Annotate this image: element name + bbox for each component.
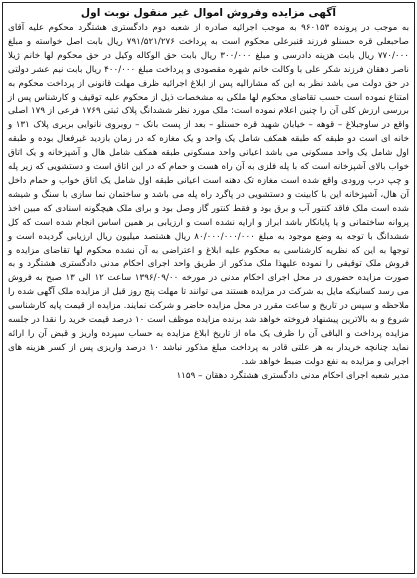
notice-body: به موجب در پرونده ۹۶۰۱۵۳ به موجب اجرائیه صادره از شعبه دوم دادگستری هشتگرد محکوم علیه آقای صاحبعلی قره حسنلو فرزند قنبرعلی محکوم است به پرداخت ۷۹۱/۵۲۱/۲۷۶ ریال بابت اصل خواسته و مبلغ ۷۷۰/۰۰۰ ریال بابت هزینه دادرسی و مبلغ ۳۰۰/۰۰۰ ریال بابت حق الوکاله وکیل در حق محکوم لها خانم ژیلا ناصر دهقان فرزند شکر علی با وکالت خانم شهره مقصودی و پرداخت مبلغ ۴۰۰/۰۰۰ ریال بابت نیم عشر دولتی در حق دولت می باشد نظر به این که مشارالیه پس از ابلاغ اجرائیه ظرف مهلت قانونی از پرداخت محکوم به امتناع نموده است حسب تقاضای محکوم لها ملکی به مشخصات ذیل از محکوم علیه توقیف و کارشناس پس از بررسی ارزش کلی آن را چنین اعلام نموده است: ملک مورد نظر ششدانگ پلاک ثبتی ۱۷۶۹ فرعی از ۱۷۹ اصلی واقع در ساوجبلاغ – قوهه – خیابان شهید قره حسنلو – بعد از پست بانک – روبروی نانوایی بربری پلاک ۱۳۱ و خانه ای است دو طبقه که طبقه همکف شامل یک واحد و یک مغازه که در زمان بازدید غیرفعال بوده و طبقه اول شامل یک واحد مسکونی می باشد اعیانی واحد مسکونی طبقه همکف شامل هال و آشپزخانه و یک اتاق خواب بالای آشپزخانه است که با پله فلزی به آن راه هست و حمام که در این اتاق است و دستشویی که زیر پله و چپ درب ورودی واقع شده است مغازه تک دهنه است اعیانی طبقه اول شامل یک اتاق خواب و حمام داخل آن هال، آشپزخانه این با کابینت و دستشویی در پاگرد راه پله می باشد و ساختمان نما سازی با سنگ و شیشه شده است ملک فاقد کنتور آب و برق بود و فقط کنتور گاز وصل بود و برای ملک هیچگونه اسنادی که مبین اخذ پروانه ساختمانی و یا پایانکار باشد ابراز و ارایه نشده است و ارزیابی بر همین اساس انجام شده است که کل ششدانگ با توجه به وضع موجود به مبلغ ۸۰/۰۰۰/۰۰۰/۰۰۰ ریال هشتصد میلیون ریال ارزیابی گردیده است و توجها به این که نظریه کارشناسی به محکوم علیه ابلاغ و اعتراضی به آن نشده محکوم لها تقاضای مزایده و فروش ملک توقیفی را نموده علیهذا ملک مذکور از طریق واحد اجرای احکام مدنی دادگستری هشتگرد و به صورت مزایده حضوری در محل اجرای احکام مدنی در مورخه ۱۳۹۶/۰۹/۰۰ ساعت ۱۲ الی ۱۳ صبح به فروش می رسد کسانیکه مایل به شرکت در مزایده هستند می توانند تا مهلت پنج روز قبل از مزایده ملک آگهی شده را ملاحظه و سپس در تاریخ و ساعت مقرر در محل مزایده حاضر و شرکت نمایند. مزایده از قیمت پایه کارشناسی شروع و به بالاترین پیشنهاد فروخته خواهد شد برنده مزایده موظف است ۱۰ درصد قیمت خرید را نقدا در جلسه مزایده پرداخت و الباقی آن را ظرف یک ماه از تاریخ ابلاغ مزایده به حساب سپرده واریز و قبض آن را ارائه نماید چنانچه خریدار به هر علتی قادر به پرداخت مبلغ مذکور نباشد ۱۰ درصد واریزی پس از کسر هزینه های اجرایی و مزایده به نفع دولت ضبط خواهد شد. xyxy=(8,23,410,367)
notice-signature: مدیر شعبه اجرای احکام مدنی دادگستری هشتگرد دهقان – ۱۱۵۹ xyxy=(176,370,409,381)
notice-title: آگهی مزایده وفروش اموال غیر منقول نوبت اول xyxy=(80,7,337,19)
auction-notice xyxy=(2,2,415,574)
